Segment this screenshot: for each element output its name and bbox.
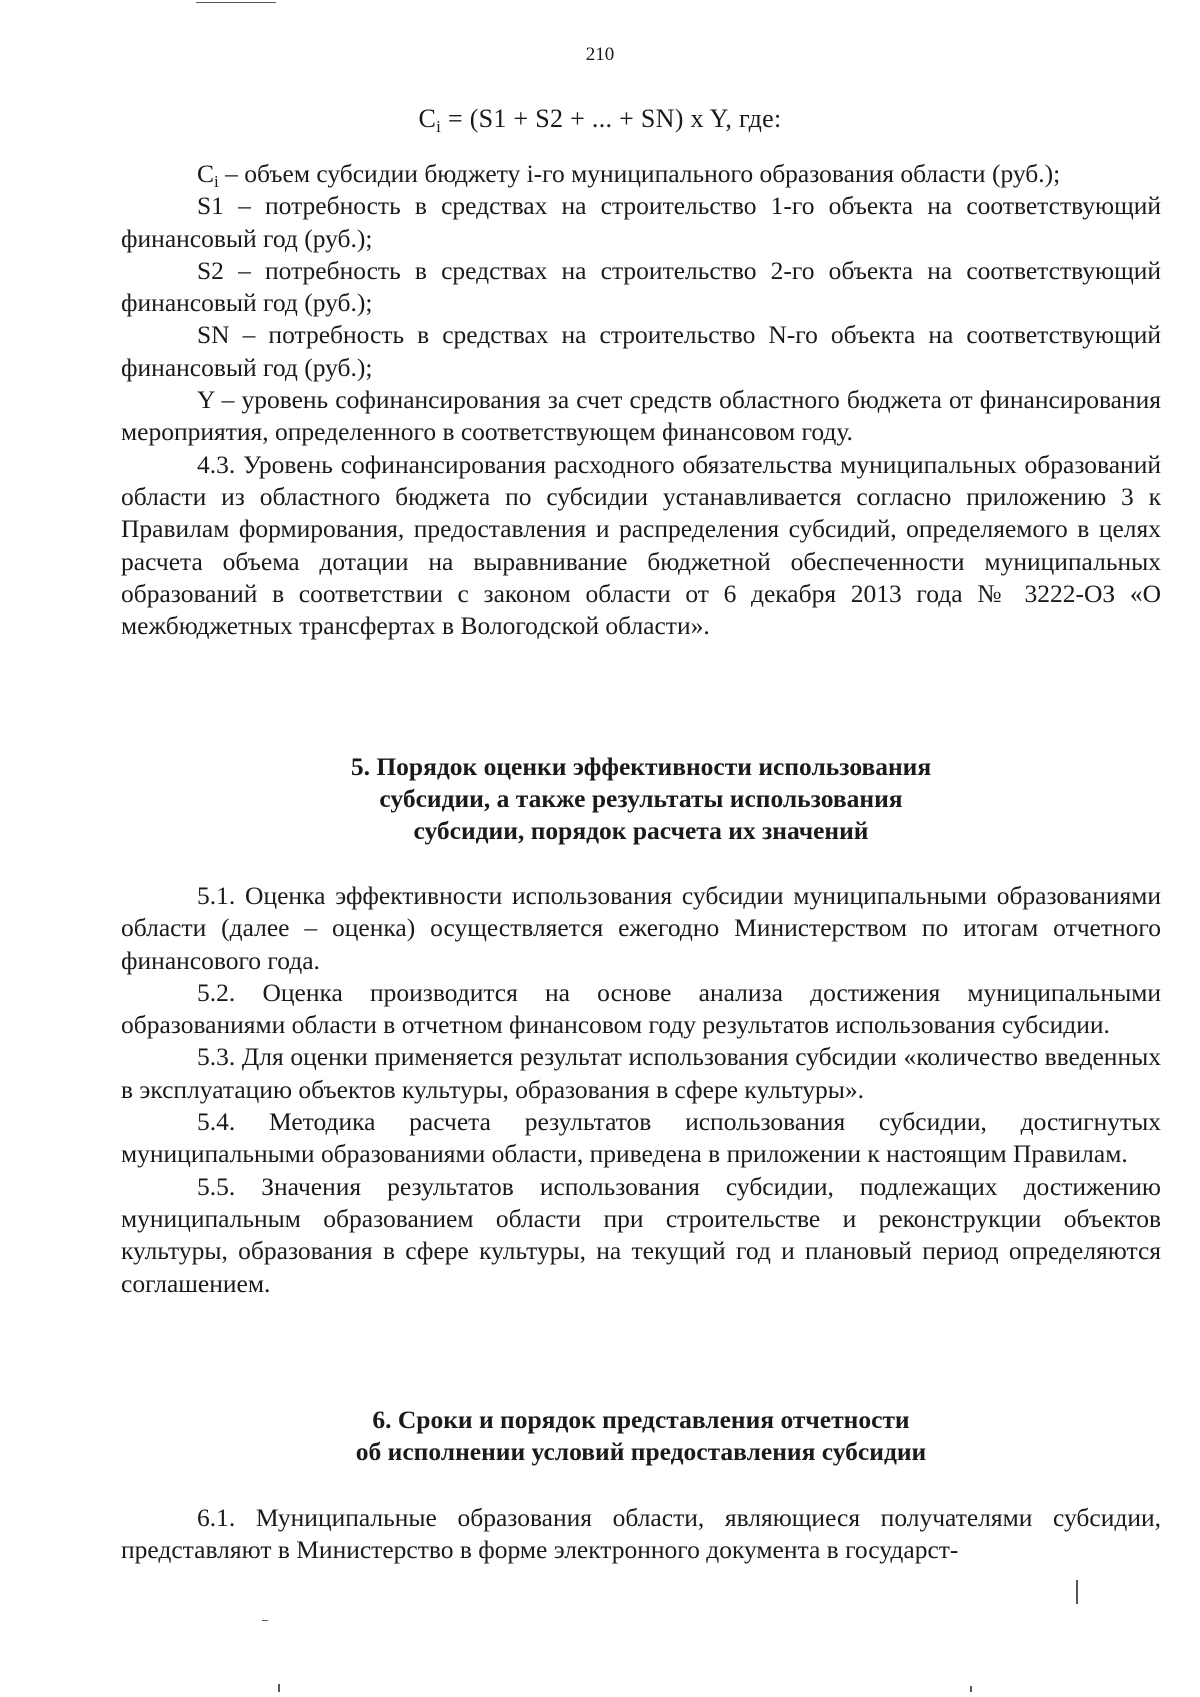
paragraph: Y – уровень софинансирования за счет средств областного бюджета от финансирования мероприятия, определенного в соответствующем финансовом году. [121,385,1161,447]
paragraph: S2 – потребность в средствах на строительство 2-го объекта на соответствующий финансовый год (руб.); [121,255,1161,318]
paragraph: 5.1. Оценка эффективности использования субсидии муниципальными образованиями области (далее – оценка) осуществляется ежегодно Министерством по итогам отчетного финансового года. [121,881,1161,975]
paragraph: 5.3. Для оценки применяется результат использования субсидии «количество введенных в эксплуатацию объектов культуры, образования в сфере культуры». [121,1042,1161,1104]
section-6-body [121,1502,1161,1567]
formula-definitions [121,158,1161,642]
subsidy-formula [0,104,1200,134]
heading-line: 5. Порядок оценки эффективности использования [350,752,932,781]
ci-definition: – объем субсидии бюджету i-го муниципального образования области (руб.); [218,159,1061,188]
paragraph: 4.3. Уровень софинансирования расходного обязательства муниципальных образований области из областного бюджета по субсидии устанавливается согласно приложению 3 к Правилам формирования, предоставления и распределения субсидий, определяемого в целях расчета объема дотации на выравнивание бюджетной обеспеченности муниципальных образований в соответствии с законом области от 6 декабря 2013 года № 3222-ОЗ «О межбюджетных трансфертах в Вологодской области». [121,449,1161,641]
scan-artifact [196,2,276,3]
formula-lhs-subscript: i [436,117,442,136]
heading-line: субсидии, а также результаты использования [379,784,903,813]
section-5-body [121,880,1161,1300]
paragraph: S1 – потребность в средствах на строительство 1-го объекта на соответствующий финансовый год (руб.); [121,191,1161,253]
paragraph: 5.2. Оценка производится на основе анализа достижения муниципальными образованиями области в отчетном финансовом году результатов использования субсидии. [121,977,1161,1040]
scan-artifact [278,1684,280,1692]
paragraph: 5.4. Методика расчета результатов использования субсидии, достигнутых муниципальными образованиями области, приведена в приложении к настоящим Правилам. [121,1107,1161,1169]
formula-lhs: C [418,104,437,133]
section-6-heading [121,1404,1161,1468]
scan-artifact [970,1686,972,1692]
heading-line: об исполнении условий предоставления субсидии [355,1437,927,1466]
page-number: 210 [585,44,615,65]
formula-rhs: = (S1 + S2 + ... + SN) x Y, где: [441,104,782,133]
paragraph [121,158,1161,190]
paragraph: SN – потребность в средствах на строительство N-го объекта на соответствующий финансовый год (руб.); [121,320,1161,382]
scan-artifact [262,1620,268,1621]
section-5-heading [121,751,1161,847]
heading-line: 6. Сроки и порядок представления отчетности [372,1405,910,1434]
paragraph: 6.1. Муниципальные образования области, являющиеся получателями субсидии, представляют в Министерство в форме электронного документа в государст- [121,1503,1161,1565]
ci-symbol: C [197,159,215,188]
heading-line: субсидии, порядок расчета их значений [413,816,869,845]
ci-subscript: i [214,172,219,191]
scan-artifact [1076,1580,1078,1604]
paragraph: 5.5. Значения результатов использования субсидии, подлежащих достижению муниципальным образованием области при строительстве и реконструкции объектов культуры, образования в сфере культуры, на текущий год и плановый период определяются соглашением. [121,1171,1161,1298]
